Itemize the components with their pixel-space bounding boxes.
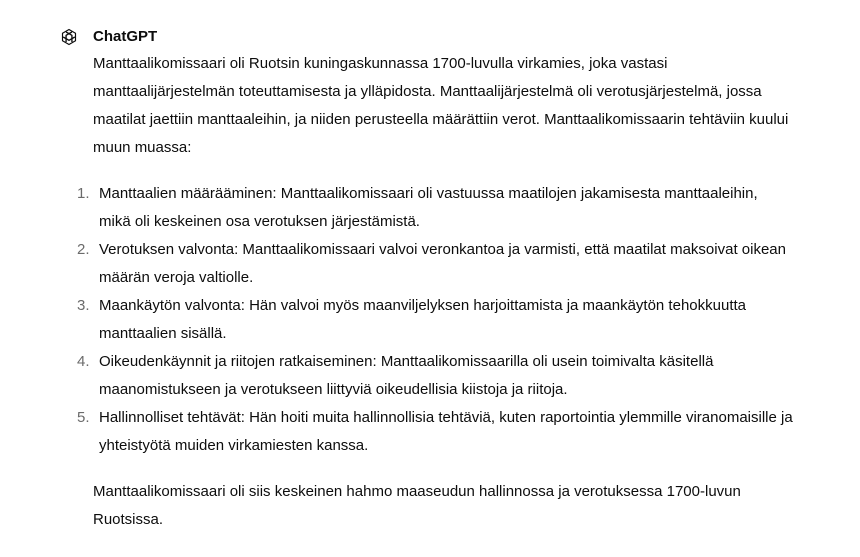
- list-item: [77, 236, 793, 292]
- intro-paragraph: Manttaalikomissaari oli Ruotsin kuningaskunnassa 1700-luvulla virkamies, joka vastasi manttaalijärjestelmän toteuttamisesta ja ylläpidosta. Manttaalijärjestelmä oli verotusjärjestelmä, jossa maatilat jaettiin manttaaleihin, ja niiden perusteella määrättiin verot. Manttaalikomissaarin tehtäviin kuului muun muassa:: [93, 55, 789, 156]
- message-author: ChatGPT: [93, 28, 158, 45]
- list-item-text: Hallinnolliset tehtävät: Hän hoiti muita hallinnollisia tehtäviä, kuten raportointia ylemmille viranomaisille ja yhteistyötä muiden virkamiesten kanssa.: [99, 409, 793, 454]
- message-content: [77, 50, 793, 534]
- list-item-text: Manttaalien määrääminen: Manttaalikomissaari oli vastuussa maatilojen jakamisesta manttaaleihin, mikä oli keskeinen osa verotuksen järjestämistä.: [99, 185, 758, 230]
- list-item-text: Verotuksen valvonta: Manttaalikomissaari valvoi veronkantoa ja varmisti, että maatilat maksoivat oikean määrän veroja valtiolle.: [99, 241, 786, 286]
- list-item: [77, 292, 793, 348]
- list-item: [77, 348, 793, 404]
- list-item-text: Maankäytön valvonta: Hän valvoi myös maanviljelyksen harjoittamista ja maankäytön tehokkuutta manttaalien sisällä.: [99, 297, 746, 342]
- list-number: 2.: [77, 241, 90, 258]
- numbered-list: [77, 180, 793, 460]
- list-number: 3.: [77, 297, 90, 314]
- list-number: 4.: [77, 353, 90, 370]
- outro-paragraph: Manttaalikomissaari oli siis keskeinen hahmo maaseudun hallinnossa ja verotuksessa 1700-luvun Ruotsissa.: [93, 483, 741, 528]
- list-number: 5.: [77, 409, 90, 426]
- list-item-text: Oikeudenkäynnit ja riitojen ratkaiseminen: Manttaalikomissaarilla oli usein toimivalta käsitellä maanomistukseen ja verotukseen liittyviä oikeudellisia kiistoja ja riitoja.: [99, 353, 714, 398]
- list-item: [77, 180, 793, 236]
- list-item: [77, 404, 793, 460]
- openai-logo-icon: [58, 26, 80, 48]
- list-number: 1.: [77, 185, 90, 202]
